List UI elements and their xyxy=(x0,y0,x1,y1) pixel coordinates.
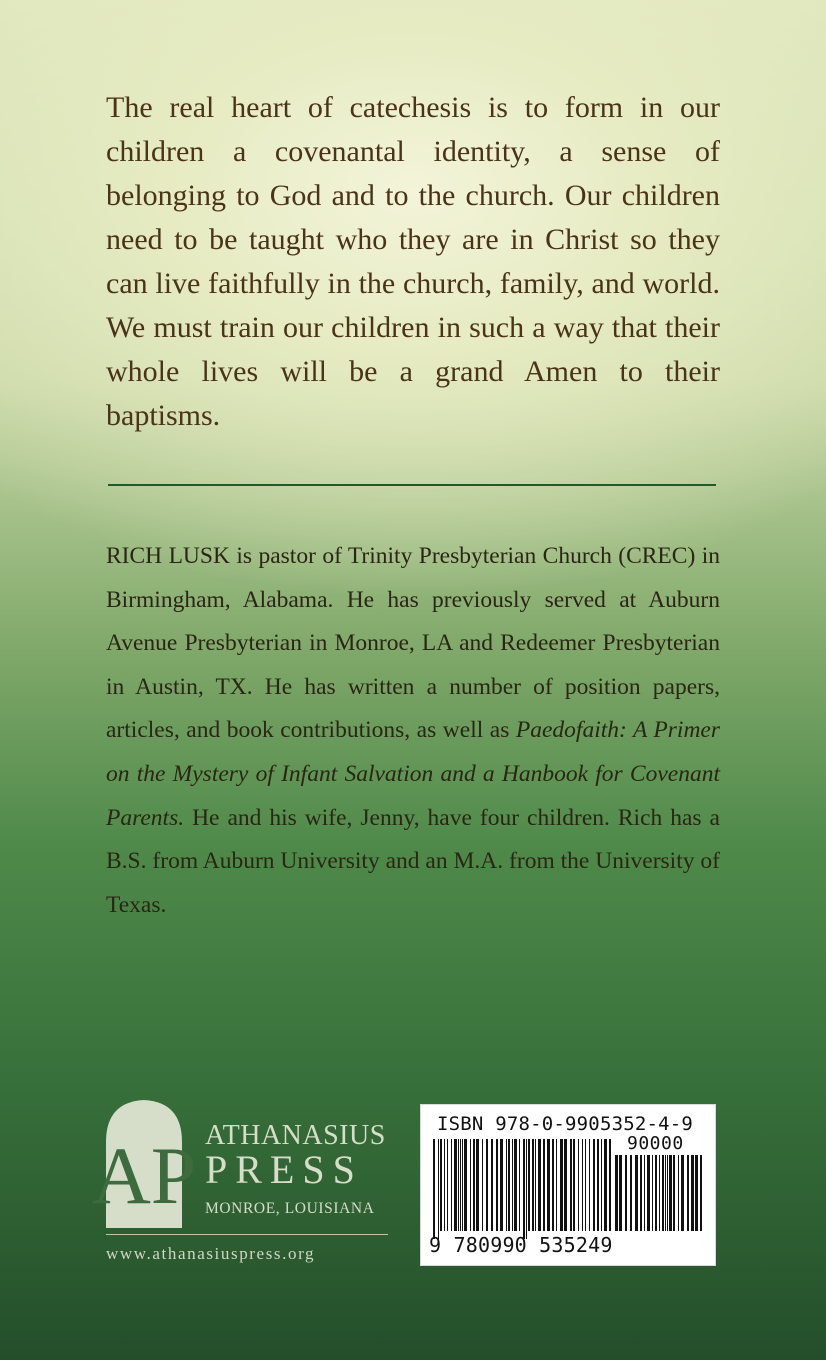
barcode-bar xyxy=(609,1139,611,1231)
back-cover-blurb: The real heart of catechesis is to form in our children a covenantal identity, a sense of belonging to God and to the church. Our children need to be taught who they are in Christ so they can live faithfully in the church, family, and world. We must train our children in such a way that their whole lives will be a grand Amen to their baptisms. xyxy=(106,91,720,432)
publisher-location: MONROE, LOUISIANA xyxy=(205,1200,375,1217)
barcode-bar xyxy=(665,1155,666,1231)
barcode-bar xyxy=(543,1139,545,1231)
barcode-bar xyxy=(625,1155,627,1231)
barcode-bar xyxy=(552,1139,554,1231)
bio-book-title: Paedofaith: A Primer on the Mystery of Infant Salvation and a Hanbook for Covenant Parents. xyxy=(106,717,720,831)
barcode-bar xyxy=(662,1155,664,1231)
barcode-bar xyxy=(667,1155,668,1231)
barcode-bar xyxy=(647,1155,650,1231)
barcode-bar xyxy=(673,1155,675,1231)
barcode-bar xyxy=(669,1155,672,1231)
barcode-bar xyxy=(506,1139,507,1231)
barcode-bar xyxy=(460,1139,461,1231)
barcode-bar xyxy=(438,1139,439,1239)
barcode-bar xyxy=(678,1155,679,1231)
barcode-bar xyxy=(691,1155,694,1231)
barcode-bar xyxy=(528,1139,530,1231)
barcode-bar xyxy=(593,1139,595,1231)
barcode-bar xyxy=(440,1139,442,1231)
barcode-bar xyxy=(535,1139,536,1231)
barcode-bar xyxy=(458,1139,459,1231)
barcode-bar xyxy=(451,1139,452,1231)
barcode-bar xyxy=(532,1139,534,1231)
barcode-bar xyxy=(585,1139,586,1231)
barcode-bar xyxy=(630,1155,632,1231)
barcode-bar xyxy=(486,1139,488,1231)
ean-barcode-bars xyxy=(433,1139,613,1239)
barcode-bar xyxy=(454,1139,457,1231)
barcode-bar xyxy=(604,1139,607,1231)
barcode-bar xyxy=(512,1139,513,1231)
bio-text-1: RICH LUSK is pastor of Trinity Presbyterian Church (CREC) in Birmingham, Alabama. He has previously served at Auburn Avenue Presbyterian in Monroe, LA and Redeemer Presbyterian in Austin, TX. He has written a number of position papers, articles, and book contributions, as well as xyxy=(106,543,720,744)
barcode-bar xyxy=(508,1139,510,1231)
barcode-bar xyxy=(655,1155,657,1231)
barcode-bar xyxy=(526,1139,527,1239)
barcode-bar xyxy=(491,1139,493,1231)
barcode-bar xyxy=(519,1139,520,1231)
barcode-bar xyxy=(700,1155,702,1231)
barcode-bar xyxy=(589,1139,590,1231)
barcode-bar xyxy=(635,1155,638,1231)
isbn-barcode xyxy=(420,1104,716,1266)
publisher-name-line2: PRESS xyxy=(205,1147,363,1192)
logo-monogram: AP xyxy=(91,1130,197,1221)
barcode-bar xyxy=(619,1155,622,1231)
barcode-bar xyxy=(564,1139,567,1231)
price-code: 90000 xyxy=(627,1133,684,1154)
barcode-bar xyxy=(473,1139,475,1231)
barcode-bar xyxy=(464,1139,467,1231)
barcode-bar xyxy=(681,1155,684,1231)
addon-barcode-bars xyxy=(615,1155,705,1239)
barcode-bar xyxy=(447,1139,448,1231)
barcode-bar xyxy=(514,1139,517,1231)
barcode-bar xyxy=(476,1139,479,1231)
barcode-bar xyxy=(470,1139,471,1231)
barcode-bar xyxy=(462,1139,463,1231)
barcode-bar xyxy=(444,1139,445,1231)
barcode-bar xyxy=(547,1139,550,1231)
barcode-bar xyxy=(687,1155,689,1231)
barcode-bar xyxy=(644,1155,645,1231)
barcode-bar xyxy=(615,1155,618,1231)
barcode-bar xyxy=(538,1139,541,1231)
barcode-bar xyxy=(433,1139,435,1239)
barcode-bar xyxy=(597,1139,599,1231)
publisher-logo xyxy=(91,1098,394,1248)
barcode-bar xyxy=(500,1139,503,1231)
barcode-bar xyxy=(578,1139,579,1231)
barcode-bar xyxy=(582,1139,583,1231)
isbn-number: ISBN 978-0-9905352-4-9 xyxy=(437,1113,694,1135)
ap-arch-icon xyxy=(91,1098,197,1230)
barcode-bar xyxy=(496,1139,498,1231)
publisher-url: www.athanasiuspress.org xyxy=(106,1244,316,1263)
barcode-bar xyxy=(560,1139,563,1231)
author-bio xyxy=(106,535,720,927)
barcode-bar xyxy=(523,1139,525,1239)
ean-digits: 9 780990 535249 xyxy=(429,1233,613,1257)
publisher-name-line1: ATHANASIUS xyxy=(205,1120,386,1151)
barcode-bar xyxy=(695,1155,698,1231)
url-divider xyxy=(106,1234,388,1235)
bio-text-2: He and his wife, Jenny, have four children. Rich has a B.S. from Auburn University and an M.A. from the University of Texas. xyxy=(106,804,720,918)
barcode-bar xyxy=(573,1139,575,1231)
barcode-bar xyxy=(601,1139,602,1231)
barcode-bar xyxy=(556,1139,557,1231)
barcode-bar xyxy=(482,1139,483,1231)
section-divider xyxy=(108,484,716,486)
barcode-bar xyxy=(570,1139,572,1231)
barcode-bar xyxy=(640,1155,642,1231)
barcode-bar xyxy=(659,1155,660,1231)
barcode-bar xyxy=(652,1155,653,1231)
